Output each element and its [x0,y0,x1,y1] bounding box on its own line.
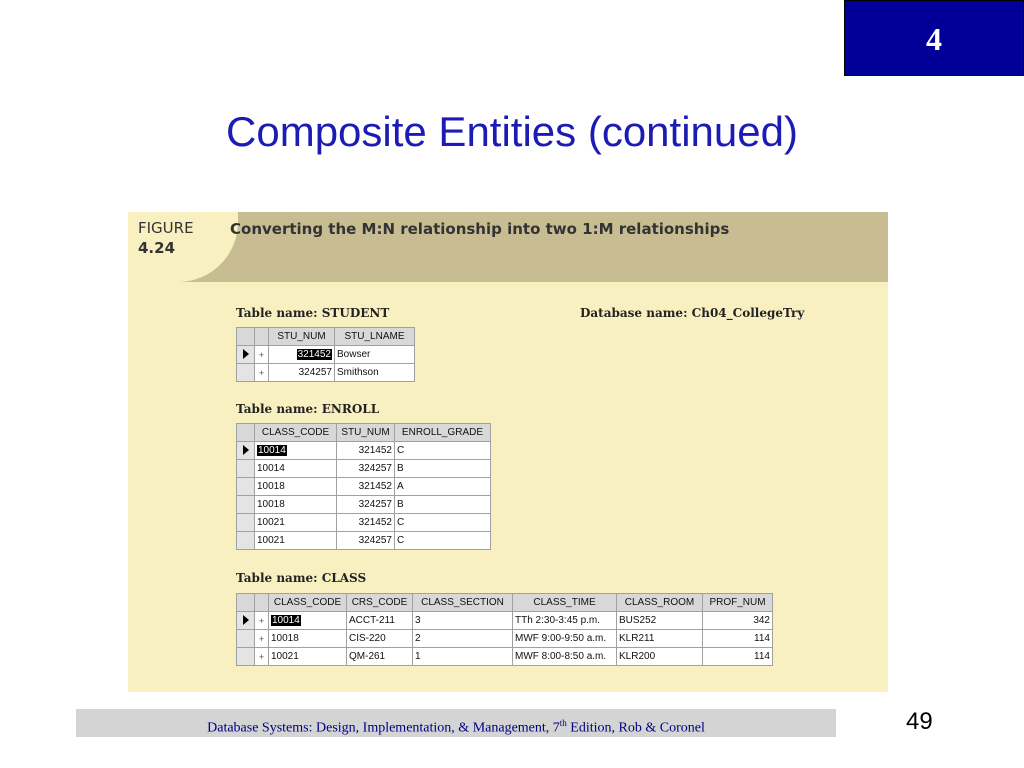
row-selector[interactable] [237,648,255,666]
row-selector[interactable] [237,442,255,460]
column-header[interactable]: CLASS_CODE [255,424,337,442]
chapter-number-box: 4 [844,0,1024,76]
table-cell[interactable]: 321452 [337,442,395,460]
table-row[interactable] [237,346,415,364]
slide-title: Composite Entities (continued) [226,108,798,155]
table-cell[interactable]: 324257 [337,460,395,478]
table-cell[interactable]: 342 [703,612,773,630]
expand-header [255,328,269,346]
table-cell[interactable]: 321452 [337,478,395,496]
table-cell[interactable]: 2 [413,630,513,648]
column-header[interactable]: CLASS_TIME [513,594,617,612]
table-cell[interactable]: ACCT-211 [347,612,413,630]
column-header[interactable]: CLASS_CODE [269,594,347,612]
table-cell[interactable]: B [395,460,491,478]
table-cell[interactable]: 10018 [269,630,347,648]
table-cell[interactable]: Smithson [335,364,415,382]
figure-caption: Converting the M:N relationship into two 1:M relationships [230,220,730,238]
column-header[interactable]: STU_NUM [269,328,335,346]
expand-icon[interactable]: + [255,346,269,364]
table-cell[interactable]: 10021 [255,514,337,532]
row-selector[interactable] [237,630,255,648]
table-row[interactable] [237,630,773,648]
row-selector-header [237,424,255,442]
footer-superscript: th [559,718,567,728]
row-selector[interactable] [237,532,255,550]
table-row[interactable] [237,478,491,496]
selected-cell-value: 321452 [297,349,331,360]
row-selector-header [237,328,255,346]
table-cell[interactable]: C [395,532,491,550]
table-row[interactable] [237,460,491,478]
table-cell[interactable]: BUS252 [617,612,703,630]
class-table-name: Table name: CLASS [236,571,367,585]
class-table [236,593,773,666]
table-cell[interactable]: C [395,514,491,532]
enroll-table [236,423,491,550]
row-selector[interactable] [237,364,255,382]
table-cell[interactable]: 324257 [337,532,395,550]
table-row[interactable] [237,532,491,550]
table-cell[interactable]: 10021 [255,532,337,550]
table-cell[interactable]: 324257 [269,364,335,382]
table-cell[interactable]: 10018 [255,478,337,496]
column-header[interactable]: STU_NUM [337,424,395,442]
current-row-arrow-icon [243,349,249,359]
expand-icon[interactable]: + [255,364,269,382]
row-selector[interactable] [237,514,255,532]
row-selector[interactable] [237,612,255,630]
table-cell[interactable]: C [395,442,491,460]
table-cell[interactable]: 1 [413,648,513,666]
table-row[interactable] [237,364,415,382]
row-selector[interactable] [237,460,255,478]
table-cell[interactable]: QM-261 [347,648,413,666]
table-cell[interactable]: 321452 [337,514,395,532]
table-cell[interactable]: 10018 [255,496,337,514]
table-cell[interactable]: 114 [703,648,773,666]
figure-label-word: FIGURE [138,219,194,237]
column-header[interactable]: CRS_CODE [347,594,413,612]
column-header[interactable]: CLASS_SECTION [413,594,513,612]
column-header[interactable]: ENROLL_GRADE [395,424,491,442]
student-table [236,327,415,382]
row-selector[interactable] [237,496,255,514]
table-row[interactable] [237,442,491,460]
table-cell[interactable]: KLR200 [617,648,703,666]
table-row[interactable] [237,496,491,514]
page-number: 49 [906,708,933,735]
table-cell[interactable]: A [395,478,491,496]
column-header[interactable]: STU_LNAME [335,328,415,346]
footer-citation [76,709,836,737]
database-name: Database name: Ch04_CollegeTry [580,306,805,320]
row-selector[interactable] [237,346,255,364]
table-cell[interactable]: B [395,496,491,514]
table-row[interactable] [237,514,491,532]
table-cell[interactable]: KLR211 [617,630,703,648]
table-cell[interactable]: TTh 2:30-3:45 p.m. [513,612,617,630]
table-cell[interactable]: 10021 [269,648,347,666]
row-selector-header [237,594,255,612]
table-cell[interactable]: 324257 [337,496,395,514]
current-row-arrow-icon [243,445,249,455]
current-row-arrow-icon [243,615,249,625]
footer-text-start: Database Systems: Design, Implementation, & Management, 7 [207,720,560,736]
student-table-name: Table name: STUDENT [236,306,390,320]
table-cell[interactable]: 3 [413,612,513,630]
column-header[interactable]: PROF_NUM [703,594,773,612]
table-cell[interactable]: 10014 [255,460,337,478]
figure-panel [128,212,888,692]
table-cell[interactable]: 114 [703,630,773,648]
table-cell[interactable] [255,442,337,460]
figure-label-number: 4.24 [138,239,176,257]
table-cell[interactable]: MWF 8:00-8:50 a.m. [513,648,617,666]
column-header[interactable]: CLASS_ROOM [617,594,703,612]
selected-cell-value: 10014 [258,445,286,456]
footer-text-end: Edition, Rob & Coronel [566,720,705,736]
figure-label [138,218,194,258]
enroll-table-name: Table name: ENROLL [236,402,380,416]
table-cell[interactable] [269,346,335,364]
expand-icon[interactable]: + [255,630,269,648]
table-cell[interactable] [269,612,347,630]
expand-icon[interactable]: + [255,612,269,630]
row-selector[interactable] [237,478,255,496]
table-cell[interactable]: Bowser [335,346,415,364]
table-cell[interactable]: CIS-220 [347,630,413,648]
expand-header [255,594,269,612]
selected-cell-value: 10014 [272,615,300,626]
expand-icon[interactable]: + [255,648,269,666]
table-row[interactable] [237,612,773,630]
table-cell[interactable]: MWF 9:00-9:50 a.m. [513,630,617,648]
table-row[interactable] [237,648,773,666]
